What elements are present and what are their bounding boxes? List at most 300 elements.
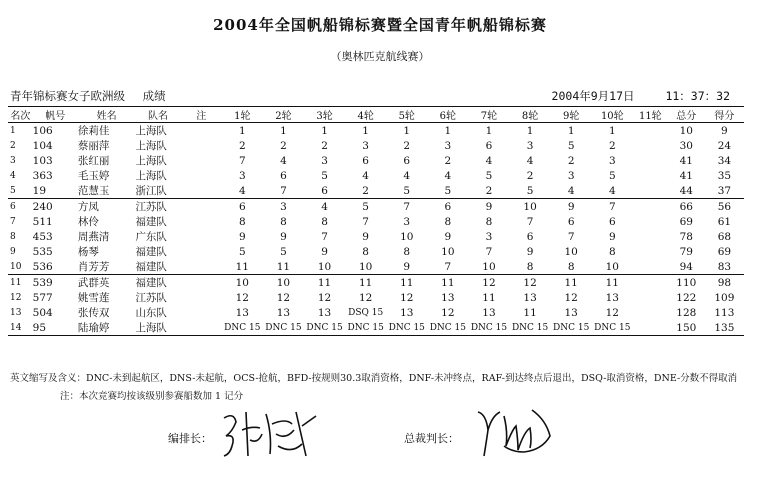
total-cell: 128	[676, 306, 697, 319]
race-score-cell	[633, 153, 668, 168]
sail-number-cell: 240	[32, 200, 53, 213]
scheduler-label: 编排长：	[168, 432, 212, 445]
race-score-cell	[633, 305, 668, 320]
race-score-cell: 1	[321, 124, 328, 137]
team-cell: 福建队	[135, 216, 167, 228]
total-cell: 150	[668, 320, 705, 336]
column-header: 4轮	[345, 107, 386, 123]
net-score-cell: 135	[705, 320, 744, 336]
net-score-cell: 24	[717, 139, 732, 152]
sailor-name-cell: 张红丽	[77, 155, 110, 167]
race-score-cell: 4	[362, 169, 369, 182]
total-cell: 78	[679, 230, 693, 243]
race-score-cell: 10	[468, 259, 509, 275]
sailor-name-cell: 陆瑜婷	[78, 320, 136, 336]
team-cell: 江苏队	[135, 292, 167, 304]
race-score-cell: 12	[482, 276, 496, 289]
total-cell: 10	[679, 124, 693, 137]
race-score-cell: 2	[403, 139, 411, 152]
sail-number-cell: 363	[32, 169, 53, 182]
sail-number-cell: 95	[33, 320, 78, 336]
race-score-cell: 6	[403, 154, 411, 167]
race-score-cell: 6	[608, 215, 616, 228]
race-score-cell: 11	[441, 276, 455, 289]
race-score-cell: 8	[608, 245, 616, 258]
race-score-cell: 1	[444, 124, 452, 137]
section-heading	[10, 88, 166, 104]
race-score-cell: 8	[551, 259, 592, 275]
results-table	[8, 106, 744, 336]
table-row	[8, 275, 744, 291]
race-score-cell: 9	[362, 230, 369, 243]
race-score-cell: 5	[238, 245, 246, 258]
race-score-cell: 7	[608, 200, 616, 213]
race-score-cell: 1	[403, 124, 411, 137]
column-header: 得分	[705, 107, 744, 123]
team-cell: 上海队	[135, 320, 180, 336]
team-cell: 上海队	[135, 170, 167, 182]
net-score-cell: 69	[717, 245, 732, 258]
sail-number-cell: 453	[32, 230, 53, 243]
table-row	[8, 168, 744, 183]
race-score-cell: 7	[362, 215, 369, 228]
column-header: 5轮	[386, 107, 427, 123]
race-score-cell: 6	[280, 169, 287, 182]
column-header: 6轮	[427, 107, 468, 123]
race-score-cell: 10	[564, 245, 578, 258]
note-cell	[181, 138, 222, 153]
team-cell: 上海队	[135, 140, 167, 152]
race-score-cell: DNC 15	[386, 320, 427, 336]
sail-number-cell: 511	[32, 215, 53, 228]
team-cell: 浙江队	[135, 183, 180, 199]
note-cell	[181, 168, 222, 183]
race-score-cell: 13	[482, 306, 496, 319]
rank-cell: 11	[10, 277, 22, 288]
net-score-cell: 9	[721, 124, 728, 137]
table-row	[8, 138, 744, 153]
rank-cell: 4	[10, 170, 16, 181]
rank-cell: 5	[8, 183, 33, 199]
race-score-cell: 8	[510, 259, 551, 275]
race-score-cell: 5	[386, 183, 427, 199]
total-cell: 79	[679, 245, 693, 258]
race-score-cell	[633, 290, 668, 305]
total-cell: 66	[679, 200, 693, 213]
sail-number-cell: 577	[32, 291, 53, 304]
race-score-cell: DNC 15	[427, 320, 468, 336]
table-row	[8, 183, 744, 199]
net-score-cell: 68	[717, 230, 732, 243]
race-score-cell: 8	[238, 215, 246, 228]
column-header: 2轮	[263, 107, 304, 123]
rank-cell: 12	[10, 292, 22, 303]
race-score-cell: 4	[280, 154, 287, 167]
race-score-cell: 4	[222, 183, 263, 199]
race-score-cell: 9	[321, 245, 328, 258]
race-score-cell: 13	[276, 306, 291, 319]
race-score-cell: 12	[605, 306, 619, 319]
scoring-note: 注：本次竞赛均按该级别参赛船数加 1 记分	[60, 391, 244, 402]
table-row	[8, 244, 744, 259]
race-score-cell: 5	[510, 183, 551, 199]
race-score-cell: 10	[345, 259, 386, 275]
race-score-cell: 13	[523, 291, 537, 304]
race-score-cell: 2	[526, 169, 534, 182]
scheduler-signature	[216, 404, 326, 460]
race-score-cell	[633, 320, 668, 336]
column-header: 7轮	[468, 107, 509, 123]
race-score-cell: 8	[280, 215, 287, 228]
column-header: 姓名	[78, 107, 136, 123]
chief-judge-label: 总裁判长：	[404, 432, 459, 445]
team-cell: 上海队	[135, 125, 167, 137]
team-cell: 福建队	[135, 277, 167, 289]
race-score-cell: 3	[444, 139, 452, 152]
race-score-cell: 4	[551, 183, 592, 199]
sailor-name-cell: 林伶	[77, 216, 99, 228]
race-score-cell: 6	[444, 200, 452, 213]
race-score-cell: 1	[567, 124, 575, 137]
race-score-cell: 7	[567, 230, 575, 243]
race-score-cell: 13	[400, 306, 414, 319]
race-score-cell: 5	[321, 169, 328, 182]
rank-cell: 2	[10, 140, 16, 151]
rank-cell: 1	[10, 125, 16, 136]
sailor-name-cell: 周燕清	[77, 231, 110, 243]
race-score-cell: 2	[238, 139, 246, 152]
race-score-cell: 1	[280, 124, 287, 137]
race-score-cell: 1	[608, 124, 616, 137]
race-score-cell	[633, 123, 668, 139]
race-score-cell: 3	[238, 169, 246, 182]
note-cell	[181, 259, 222, 275]
race-score-cell: 4	[403, 169, 411, 182]
race-score-cell: 10	[304, 259, 345, 275]
table-body	[8, 123, 744, 336]
team-cell: 上海队	[135, 155, 167, 167]
net-score-cell: 109	[714, 291, 735, 304]
sail-number-cell: 103	[32, 154, 53, 167]
race-score-cell: 10	[592, 259, 633, 275]
race-score-cell: DNC 15	[304, 320, 345, 336]
race-score-cell: 11	[564, 276, 578, 289]
sail-number-cell: 19	[33, 183, 78, 199]
sail-number-cell: 106	[32, 124, 53, 137]
race-score-cell: 11	[400, 276, 414, 289]
race-score-cell: 3	[321, 154, 328, 167]
chief-judge-signature	[474, 402, 564, 462]
rank-cell: 14	[8, 320, 33, 336]
race-score-cell: 8	[485, 215, 493, 228]
race-score-cell	[633, 183, 668, 199]
note-cell	[181, 229, 222, 244]
race-score-cell: 3	[362, 139, 369, 152]
race-score-cell: 11	[317, 276, 332, 289]
rank-cell: 13	[10, 307, 22, 318]
table-row	[8, 214, 744, 229]
race-score-cell: 5	[427, 183, 468, 199]
race-score-cell: 1	[362, 124, 369, 137]
sailor-name-cell: 范慧玉	[78, 183, 136, 199]
race-score-cell: 2	[608, 139, 616, 152]
race-score-cell: 7	[526, 215, 534, 228]
race-score-cell: 11	[222, 259, 263, 275]
note-cell	[181, 320, 222, 336]
race-score-cell: 12	[564, 291, 578, 304]
race-score-cell: 11	[263, 259, 304, 275]
race-score-cell: 6	[238, 200, 246, 213]
race-score-cell: 12	[441, 306, 455, 319]
sailor-name-cell: 方凤	[77, 201, 99, 213]
race-score-cell: 3	[608, 154, 616, 167]
race-score-cell: 2	[321, 139, 328, 152]
race-score-cell: 2	[567, 154, 575, 167]
race-score-cell: 11	[523, 306, 537, 319]
table-row	[8, 123, 744, 139]
rank-cell: 7	[10, 216, 16, 227]
table-row	[8, 259, 744, 275]
column-header: 名次	[8, 107, 33, 123]
class-name: 青年锦标赛女子欧洲级	[10, 89, 125, 103]
race-score-cell: 6	[526, 230, 534, 243]
race-score-cell: 10	[441, 245, 455, 258]
total-cell: 110	[676, 276, 697, 289]
race-score-cell: 5	[567, 139, 575, 152]
note-cell	[181, 153, 222, 168]
note-cell	[181, 275, 222, 291]
race-score-cell: 13	[317, 306, 332, 319]
print-date: 2004年9月17日	[551, 89, 635, 103]
race-score-cell: 3	[526, 139, 534, 152]
race-score-cell: 3	[485, 230, 493, 243]
net-score-cell: 98	[717, 276, 732, 289]
race-score-cell: 9	[526, 245, 534, 258]
race-score-cell	[633, 138, 668, 153]
sailor-name-cell: 武群英	[77, 277, 110, 289]
race-score-cell: 8	[321, 215, 328, 228]
table-row	[8, 153, 744, 168]
rank-cell: 6	[10, 201, 16, 212]
sail-number-cell: 536	[33, 259, 78, 275]
total-cell: 30	[679, 139, 693, 152]
sailor-name-cell: 肖芳芳	[78, 259, 136, 275]
race-score-cell	[633, 244, 668, 259]
sail-number-cell: 535	[32, 245, 53, 258]
column-header: 帆号	[33, 107, 78, 123]
table-row	[8, 199, 744, 215]
race-score-cell: 9	[608, 230, 616, 243]
total-cell: 44	[668, 183, 705, 199]
race-score-cell: 9	[444, 230, 452, 243]
note-cell	[181, 183, 222, 199]
race-score-cell: 10	[276, 276, 291, 289]
race-score-cell: 10	[400, 230, 414, 243]
sailor-name-cell: 徐莉佳	[77, 125, 110, 137]
abbreviation-legend: 英文缩写及含义：DNC-未到起航区，DNS-未起航，OCS-抢航，BFD-按规则30.3取消资格，DNF-未冲终点，RAF-到达终点后退出，DSQ-取消资格，DNE-分数不得取消	[10, 373, 738, 384]
race-score-cell: DNC 15	[510, 320, 551, 336]
race-score-cell: 6	[362, 154, 369, 167]
race-score-cell: 3	[567, 169, 575, 182]
race-score-cell: 10	[235, 276, 249, 289]
race-score-cell: 12	[276, 291, 291, 304]
table-row	[8, 320, 744, 336]
sail-number-cell: 504	[32, 306, 53, 319]
race-score-cell	[633, 275, 668, 291]
rank-cell: 3	[10, 155, 16, 166]
race-score-cell: 5	[485, 169, 493, 182]
race-score-cell: 2	[468, 183, 509, 199]
race-score-cell: 10	[523, 200, 537, 213]
note-cell	[181, 305, 222, 320]
note-cell	[181, 214, 222, 229]
document-title: 2004年全国帆船锦标赛暨全国青年帆船锦标赛	[213, 16, 547, 34]
race-score-cell: DNC 15	[468, 320, 509, 336]
team-cell: 福建队	[135, 246, 167, 258]
rank-cell: 9	[10, 246, 16, 257]
race-score-cell: 9	[485, 200, 493, 213]
team-cell: 江苏队	[135, 201, 167, 213]
team-cell: 山东队	[135, 307, 167, 319]
rank-cell: 10	[8, 259, 33, 275]
race-score-cell: 13	[235, 306, 249, 319]
sailor-name-cell: 毛玉婷	[77, 170, 110, 182]
note-cell	[181, 123, 222, 139]
sail-number-cell: 539	[32, 276, 53, 289]
note-cell	[181, 290, 222, 305]
race-score-cell: 11	[482, 291, 496, 304]
column-header: 9轮	[551, 107, 592, 123]
column-header: 8轮	[510, 107, 551, 123]
column-header: 总分	[668, 107, 705, 123]
document-subtitle: （奥林匹克航线赛）	[330, 50, 430, 63]
net-score-cell: 83	[705, 259, 744, 275]
race-score-cell: 7	[485, 245, 493, 258]
note-cell	[181, 199, 222, 215]
race-score-cell: 1	[526, 124, 534, 137]
race-score-cell: DSQ 15	[348, 307, 384, 318]
team-cell: 广东队	[135, 231, 167, 243]
table-row	[8, 229, 744, 244]
print-time: 11：37：32	[665, 89, 730, 103]
race-score-cell: 2	[444, 154, 452, 167]
sail-number-cell: 104	[32, 139, 53, 152]
sailor-name-cell: 蔡丽萍	[77, 140, 110, 152]
column-header: 1轮	[222, 107, 263, 123]
team-cell: 福建队	[135, 259, 180, 275]
race-score-cell: 6	[567, 215, 575, 228]
race-score-cell: 3	[280, 200, 287, 213]
race-score-cell: 4	[526, 154, 534, 167]
print-datetime	[552, 88, 730, 104]
total-cell: 41	[679, 169, 693, 182]
race-score-cell: 12	[523, 276, 537, 289]
net-score-cell: 61	[717, 215, 732, 228]
race-score-cell: 2	[280, 139, 287, 152]
race-score-cell: 8	[403, 245, 411, 258]
result-label: 成绩	[142, 89, 166, 103]
total-cell: 41	[679, 154, 693, 167]
race-score-cell: 4	[485, 154, 493, 167]
race-score-cell: 6	[485, 139, 493, 152]
race-score-cell: 13	[441, 291, 455, 304]
race-score-cell: DNC 15	[551, 320, 592, 336]
sailor-name-cell: 张传双	[77, 307, 110, 319]
race-score-cell	[633, 259, 668, 275]
race-score-cell: 7	[238, 154, 246, 167]
column-header: 3轮	[304, 107, 345, 123]
race-score-cell: 3	[403, 215, 411, 228]
race-score-cell: 13	[564, 306, 578, 319]
race-score-cell: 9	[238, 230, 246, 243]
net-score-cell: 37	[705, 183, 744, 199]
race-score-cell	[633, 168, 668, 183]
race-score-cell: 5	[280, 245, 287, 258]
note-cell	[181, 244, 222, 259]
race-score-cell: 9	[280, 230, 287, 243]
race-score-cell: 7	[403, 200, 411, 213]
race-score-cell: 4	[592, 183, 633, 199]
race-score-cell: 9	[386, 259, 427, 275]
net-score-cell: 34	[717, 154, 732, 167]
race-score-cell	[633, 199, 668, 215]
race-score-cell: 11	[605, 276, 619, 289]
table-row	[8, 305, 744, 320]
total-cell: 122	[676, 291, 697, 304]
race-score-cell: DNC 15	[345, 320, 386, 336]
column-header: 注	[181, 107, 222, 123]
sailor-name-cell: 杨琴	[77, 246, 99, 258]
race-score-cell: 5	[362, 200, 369, 213]
race-score-cell: 6	[304, 183, 345, 199]
column-header: 11轮	[633, 107, 668, 123]
race-score-cell: 2	[345, 183, 386, 199]
net-score-cell: 35	[717, 169, 732, 182]
race-score-cell: 5	[608, 169, 616, 182]
race-score-cell: 12	[400, 291, 414, 304]
race-score-cell	[633, 214, 668, 229]
sailor-name-cell: 姚雪莲	[77, 292, 110, 304]
race-score-cell: 13	[605, 291, 619, 304]
race-score-cell: 7	[321, 230, 328, 243]
race-score-cell: 12	[235, 291, 249, 304]
race-score-cell: 8	[362, 245, 369, 258]
race-score-cell	[633, 229, 668, 244]
table-header-row	[8, 107, 744, 123]
race-score-cell: 4	[321, 200, 328, 213]
race-score-cell: 1	[485, 124, 493, 137]
table-row	[8, 290, 744, 305]
race-score-cell: DNC 15	[263, 320, 304, 336]
race-score-cell: 12	[358, 291, 373, 304]
column-header: 队名	[135, 107, 180, 123]
total-cell: 94	[668, 259, 705, 275]
race-score-cell: DNC 15	[222, 320, 263, 336]
race-score-cell: DNC 15	[592, 320, 633, 336]
race-score-cell: 7	[263, 183, 304, 199]
race-score-cell: 1	[238, 124, 246, 137]
race-score-cell: 7	[427, 259, 468, 275]
column-header: 10轮	[592, 107, 633, 123]
net-score-cell: 56	[717, 200, 732, 213]
race-score-cell: 8	[444, 215, 452, 228]
rank-cell: 8	[10, 231, 16, 242]
race-score-cell: 9	[567, 200, 575, 213]
race-score-cell: 11	[358, 276, 373, 289]
total-cell: 69	[679, 215, 693, 228]
race-score-cell: 4	[444, 169, 452, 182]
race-score-cell: 12	[317, 291, 332, 304]
